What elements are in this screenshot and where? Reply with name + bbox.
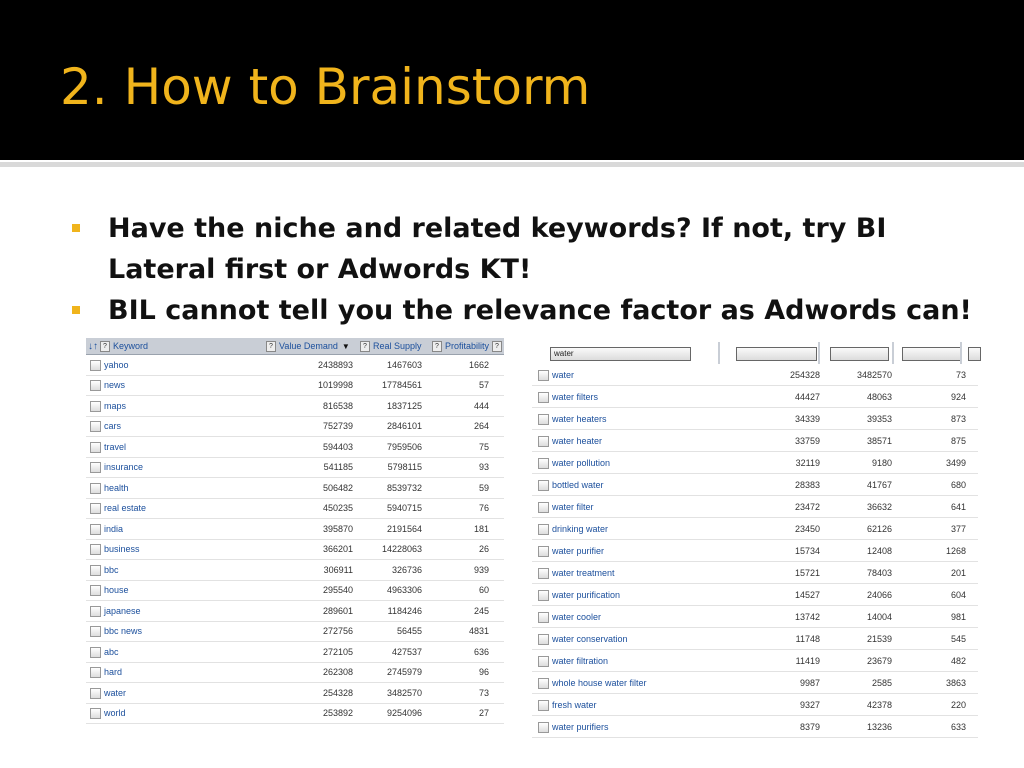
real-supply-cell: 4963306 [386, 585, 422, 596]
row-checkbox[interactable] [538, 480, 549, 491]
row-checkbox[interactable] [538, 656, 549, 667]
row-checkbox[interactable] [538, 458, 549, 469]
profitability-cell: 264 [473, 421, 489, 432]
keyword-link[interactable]: business [104, 544, 140, 555]
keyword-table-filtered [532, 342, 978, 738]
profitability-cell: 875 [950, 435, 966, 446]
real-supply-cell: 326736 [391, 564, 422, 575]
profitability-cell: 981 [950, 611, 966, 622]
column-divider [892, 342, 894, 364]
row-checkbox[interactable] [538, 502, 549, 513]
value-demand-cell: 506482 [322, 482, 353, 493]
real-supply-cell: 56455 [396, 626, 422, 637]
table-row[interactable] [86, 540, 504, 561]
table-row[interactable] [86, 622, 504, 643]
profitability-cell: 75 [478, 441, 489, 452]
real-supply-cell: 62126 [866, 523, 892, 534]
row-checkbox[interactable] [90, 360, 101, 371]
table-body [86, 355, 504, 724]
real-supply-cell: 2191564 [386, 523, 422, 534]
square-bullet-icon [72, 224, 80, 232]
bullet-list [70, 208, 990, 331]
keyword-link[interactable]: health [104, 482, 129, 493]
row-checkbox[interactable] [90, 483, 101, 494]
real-supply-column-header[interactable]: ? Real Supply [360, 338, 430, 354]
keyword-link[interactable]: drinking water [552, 523, 609, 534]
row-checkbox[interactable] [90, 626, 101, 637]
value-demand-cell: 32119 [795, 457, 820, 468]
profitability-cell: 4831 [468, 626, 489, 637]
value-demand-cell: 272756 [322, 626, 353, 637]
real-supply-cell: 13236 [866, 721, 892, 732]
value-demand-cell: 253892 [322, 708, 353, 719]
value-demand-cell: 816538 [322, 400, 353, 411]
table-row[interactable] [86, 355, 504, 376]
value-demand-column-header[interactable]: ? Value Demand ▼ [266, 338, 358, 354]
value-demand-cell: 450235 [322, 503, 353, 514]
profitability-cell: 545 [950, 633, 966, 644]
keyword-link[interactable]: whole house water filter [552, 677, 647, 688]
row-checkbox[interactable] [90, 421, 101, 432]
profitability-cell: 73 [955, 369, 966, 380]
profitability-cell: 1268 [945, 545, 966, 556]
value-demand-cell: 366201 [322, 544, 353, 555]
row-checkbox[interactable] [538, 436, 549, 447]
table-row[interactable] [532, 364, 978, 386]
real-supply-cell: 5940715 [386, 503, 422, 514]
extra-filter-input[interactable] [968, 347, 981, 361]
sort-descending-icon[interactable]: ▼ [341, 342, 350, 351]
keyword-link[interactable]: bbc [104, 564, 119, 575]
table-row[interactable] [86, 376, 504, 397]
real-supply-cell: 5798115 [387, 462, 422, 473]
row-checkbox[interactable] [538, 700, 549, 711]
profitability-cell: 201 [950, 567, 966, 578]
profitability-filter-input[interactable] [902, 347, 961, 361]
real-supply-cell: 1184246 [387, 605, 422, 616]
more-columns-header[interactable] [492, 338, 504, 354]
slide-title: 2. How to Brainstorm [60, 58, 591, 116]
profitability-cell: 57 [478, 380, 489, 391]
profitability-cell: 181 [473, 523, 489, 534]
value-demand-cell: 9987 [799, 677, 820, 688]
row-checkbox[interactable] [90, 708, 101, 719]
table-row[interactable] [86, 663, 504, 684]
table-row[interactable] [86, 478, 504, 499]
row-checkbox[interactable] [538, 722, 549, 733]
value-demand-cell: 14527 [794, 589, 820, 600]
keyword-link[interactable]: water filtration [552, 655, 609, 666]
table-body [532, 364, 978, 738]
keyword-link[interactable]: water treatment [552, 567, 615, 578]
keyword-link[interactable]: cars [104, 421, 122, 432]
row-checkbox[interactable] [538, 634, 549, 645]
sort-toggle-icon[interactable]: ↓↑ [88, 341, 98, 352]
real-supply-cell: 3482570 [386, 687, 422, 698]
value-demand-cell: 33759 [794, 435, 820, 446]
value-demand-cell: 9327 [799, 699, 820, 710]
table-row[interactable] [532, 408, 978, 430]
keyword-link[interactable]: water cooler [552, 611, 602, 622]
row-checkbox[interactable] [538, 678, 549, 689]
real-supply-cell: 3482570 [856, 369, 892, 380]
column-divider [818, 342, 820, 364]
table-row[interactable] [532, 496, 978, 518]
table-row[interactable] [532, 650, 978, 672]
profitability-cell: 641 [950, 501, 966, 512]
profitability-cell: 76 [478, 503, 489, 514]
profitability-cell: 680 [950, 479, 966, 490]
real-supply-cell: 2745979 [386, 667, 422, 678]
real-supply-cell: 48063 [866, 391, 892, 402]
table-row[interactable] [86, 560, 504, 581]
keyword-link[interactable]: hard [104, 667, 123, 678]
profitability-cell: 60 [478, 585, 489, 596]
real-supply-cell: 14228063 [381, 544, 422, 555]
row-checkbox[interactable] [90, 524, 101, 535]
real-supply-cell: 2585 [871, 677, 892, 688]
row-checkbox[interactable] [90, 606, 101, 617]
real-supply-cell: 24066 [866, 589, 892, 600]
bullet-item [70, 208, 990, 290]
help-icon[interactable]: ? [432, 341, 442, 352]
keyword-link[interactable]: water conservation [552, 633, 628, 644]
filter-bar [532, 342, 978, 364]
profitability-cell: 73 [478, 687, 489, 698]
value-demand-cell: 34339 [794, 413, 820, 424]
keyword-filter-input[interactable]: water [550, 347, 691, 361]
keyword-link[interactable]: yahoo [104, 359, 129, 370]
row-checkbox[interactable] [90, 565, 101, 576]
table-row[interactable] [86, 458, 504, 479]
column-divider [960, 342, 962, 364]
profitability-cell: 604 [950, 589, 966, 600]
table-row[interactable] [86, 437, 504, 458]
row-checkbox[interactable] [90, 688, 101, 699]
table-row[interactable] [86, 519, 504, 540]
keyword-link[interactable]: water heater [552, 435, 603, 446]
keyword-link[interactable]: house [104, 585, 129, 596]
keyword-link[interactable]: japanese [104, 605, 141, 616]
profitability-cell: 939 [473, 564, 489, 575]
value-demand-cell: 15734 [794, 545, 820, 556]
real-supply-cell: 7959506 [386, 441, 422, 452]
real-supply-cell: 38571 [866, 435, 892, 446]
help-icon[interactable]: ? [266, 341, 276, 352]
profitability-cell: 245 [473, 605, 489, 616]
real-supply-cell: 12408 [866, 545, 892, 556]
row-checkbox[interactable] [538, 392, 549, 403]
profitability-cell: 873 [950, 413, 966, 424]
keyword-link[interactable]: world [104, 708, 126, 719]
profitability-cell: 636 [473, 646, 489, 657]
row-checkbox[interactable] [90, 585, 101, 596]
real-supply-cell: 427537 [391, 646, 422, 657]
table-row[interactable] [532, 474, 978, 496]
table-row[interactable] [532, 540, 978, 562]
profitability-cell: 59 [478, 482, 489, 493]
keyword-link[interactable]: travel [104, 441, 127, 452]
real-supply-cell: 21539 [866, 633, 892, 644]
keyword-link[interactable]: bbc news [104, 626, 143, 637]
row-checkbox[interactable] [538, 524, 549, 535]
row-checkbox[interactable] [538, 546, 549, 557]
table-row[interactable] [86, 396, 504, 417]
table-row[interactable] [86, 417, 504, 438]
table-row[interactable] [532, 430, 978, 452]
table-row[interactable] [86, 601, 504, 622]
value-demand-cell: 254328 [322, 687, 353, 698]
profitability-cell: 377 [950, 523, 966, 534]
table-row[interactable] [532, 628, 978, 650]
table-row[interactable] [86, 683, 504, 704]
row-checkbox[interactable] [538, 370, 549, 381]
real-supply-cell: 17784561 [381, 380, 422, 391]
value-demand-cell: 15721 [794, 567, 820, 578]
value-demand-cell: 395870 [322, 523, 353, 534]
square-bullet-icon [72, 306, 80, 314]
profitability-cell: 482 [950, 655, 966, 666]
keyword-link[interactable]: water purifier [552, 545, 605, 556]
row-checkbox[interactable] [538, 612, 549, 623]
real-supply-cell: 39353 [866, 413, 892, 424]
value-demand-cell: 11748 [795, 633, 820, 644]
real-supply-cell: 42378 [866, 699, 892, 710]
table-row[interactable] [532, 716, 978, 738]
row-checkbox[interactable] [90, 544, 101, 555]
table-row[interactable] [532, 518, 978, 540]
keyword-link[interactable]: water purification [552, 589, 621, 600]
keyword-link[interactable]: water filters [552, 391, 599, 402]
keyword-link[interactable]: water pollution [552, 457, 611, 468]
table-row[interactable] [532, 672, 978, 694]
value-demand-cell: 752739 [322, 421, 353, 432]
row-checkbox[interactable] [90, 667, 101, 678]
profitability-cell: 27 [478, 708, 489, 719]
table-row[interactable] [532, 606, 978, 628]
keyword-link[interactable]: maps [104, 400, 127, 411]
value-demand-cell: 306911 [323, 564, 353, 575]
bullet-text: Have the niche and related keywords? If not, try BI Lateral first or Adwords KT! [108, 213, 887, 285]
table-row[interactable] [86, 642, 504, 663]
keyword-link[interactable]: real estate [104, 503, 147, 514]
row-checkbox[interactable] [90, 462, 101, 473]
value-demand-cell: 28383 [794, 479, 820, 490]
row-checkbox[interactable] [90, 442, 101, 453]
table-row[interactable] [86, 499, 504, 520]
row-checkbox[interactable] [90, 647, 101, 658]
keyword-link[interactable]: insurance [104, 462, 144, 473]
help-icon[interactable]: ? [100, 341, 110, 352]
value-demand-cell: 262308 [322, 667, 353, 678]
table-row[interactable] [86, 581, 504, 602]
profitability-cell: 633 [950, 721, 966, 732]
profitability-cell: 924 [950, 391, 966, 402]
keyword-link[interactable]: water heaters [552, 413, 607, 424]
table-header [86, 338, 504, 355]
row-checkbox[interactable] [538, 414, 549, 425]
profitability-cell: 3863 [945, 677, 966, 688]
help-icon[interactable]: ? [360, 341, 370, 352]
value-demand-cell: 541185 [323, 462, 353, 473]
profitability-cell: 3499 [945, 457, 966, 468]
row-checkbox[interactable] [538, 568, 549, 579]
supply-filter-input[interactable] [830, 347, 889, 361]
real-supply-cell: 14004 [866, 611, 892, 622]
real-supply-cell: 41767 [866, 479, 892, 490]
title-bar [0, 0, 1024, 160]
keyword-link[interactable]: water filter [552, 501, 594, 512]
value-demand-cell: 13742 [794, 611, 820, 622]
profitability-column-header[interactable]: ? Profitability [432, 338, 494, 354]
value-demand-cell: 272105 [322, 646, 353, 657]
real-supply-cell: 8539732 [386, 482, 422, 493]
real-supply-cell: 78403 [866, 567, 892, 578]
row-checkbox[interactable] [90, 503, 101, 514]
bullet-item [70, 290, 990, 331]
profitability-cell: 1662 [468, 359, 489, 370]
keyword-link[interactable]: bottled water [552, 479, 604, 490]
real-supply-cell: 9254096 [386, 708, 422, 719]
keyword-link[interactable]: news [104, 380, 126, 391]
keyword-column-header[interactable]: ↓↑ ? Keyword [88, 341, 149, 352]
real-supply-cell: 9180 [871, 457, 892, 468]
row-checkbox[interactable] [90, 380, 101, 391]
profitability-cell: 220 [950, 699, 966, 710]
row-checkbox[interactable] [538, 590, 549, 601]
title-divider [0, 162, 1024, 167]
real-supply-cell: 1467603 [386, 359, 422, 370]
keyword-link[interactable]: india [104, 523, 124, 534]
table-row[interactable] [532, 562, 978, 584]
profitability-cell: 96 [478, 667, 489, 678]
keyword-link[interactable]: fresh water [552, 699, 597, 710]
value-demand-cell: 44427 [794, 391, 820, 402]
column-divider [718, 342, 720, 364]
real-supply-cell: 2846101 [386, 421, 422, 432]
profitability-cell: 93 [478, 462, 489, 473]
keyword-link[interactable]: water purifiers [552, 721, 609, 732]
demand-filter-input[interactable] [736, 347, 817, 361]
row-checkbox[interactable] [90, 401, 101, 412]
value-demand-cell: 23450 [794, 523, 820, 534]
value-demand-cell: 289601 [322, 605, 353, 616]
real-supply-cell: 36632 [866, 501, 892, 512]
value-demand-cell: 2438893 [317, 359, 353, 370]
value-demand-cell: 23472 [794, 501, 820, 512]
profitability-cell: 444 [473, 400, 489, 411]
table-row[interactable] [532, 452, 978, 474]
profitability-cell: 26 [478, 544, 489, 555]
help-icon[interactable]: ? [492, 341, 502, 352]
table-row[interactable] [532, 386, 978, 408]
keyword-table-overview [86, 338, 504, 724]
value-demand-cell: 295540 [322, 585, 353, 596]
table-row[interactable] [532, 584, 978, 606]
bullet-text: BIL cannot tell you the relevance factor as Adwords can! [108, 295, 972, 326]
keyword-link[interactable]: abc [104, 646, 119, 657]
keyword-link[interactable]: water [552, 369, 575, 380]
value-demand-cell: 254328 [789, 369, 820, 380]
keyword-link[interactable]: water [104, 687, 127, 698]
value-demand-cell: 1019998 [317, 380, 353, 391]
value-demand-cell: 8379 [799, 721, 820, 732]
table-row[interactable] [532, 694, 978, 716]
table-row[interactable] [86, 704, 504, 725]
value-demand-cell: 11419 [795, 655, 820, 666]
real-supply-cell: 1837125 [386, 400, 422, 411]
real-supply-cell: 23679 [866, 655, 892, 666]
value-demand-cell: 594403 [322, 441, 353, 452]
